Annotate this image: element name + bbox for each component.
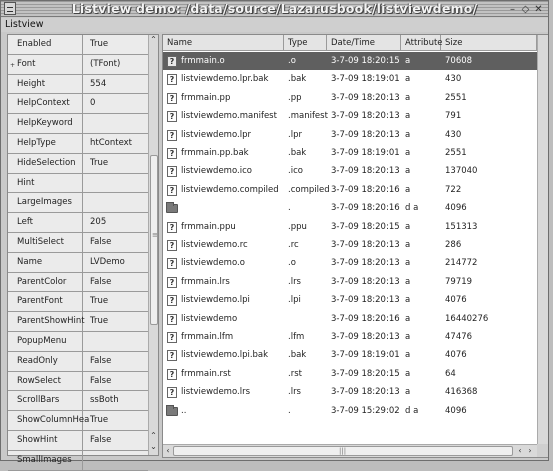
property-name: Font — [8, 55, 83, 74]
cell-datetime: 3-7-09 18:20:15 — [327, 52, 401, 70]
table-row[interactable] — [163, 273, 537, 291]
cell-type: .lpr — [288, 129, 302, 140]
unknown-file-icon: ? — [167, 387, 177, 398]
unknown-file-icon: ? — [167, 258, 177, 269]
property-name: ParentShowHint — [8, 312, 83, 331]
cell-name — [163, 365, 284, 383]
unknown-file-icon: ? — [167, 166, 177, 177]
property-name: HelpContext — [8, 94, 83, 113]
expand-icon[interactable]: + — [10, 61, 16, 69]
maximize-icon[interactable]: ◇ — [521, 3, 530, 15]
file-name: listviewdemo.lpi.bak — [181, 350, 269, 361]
inspector-row[interactable] — [8, 35, 148, 55]
cell-type: .ppu — [288, 221, 307, 232]
unknown-file-icon: ? — [167, 350, 177, 361]
cell-name — [163, 144, 284, 162]
cell-name — [163, 181, 284, 199]
cell-name — [163, 107, 284, 125]
title-bar[interactable] — [1, 1, 548, 17]
property-name: HelpType — [8, 134, 83, 153]
property-value[interactable] — [84, 193, 148, 212]
grip-icon: ≡ — [152, 231, 158, 239]
cell-size: 79719 — [445, 276, 473, 287]
property-name: PopupMenu — [8, 332, 83, 351]
file-listview[interactable] — [162, 34, 548, 458]
cell-datetime: 3-7-09 18:20:13 — [331, 240, 400, 250]
cell-attr: a — [405, 74, 411, 85]
scroll-left-icon[interactable]: ‹ — [166, 446, 170, 455]
scroll-up-icon[interactable]: ⌃ — [150, 35, 157, 44]
cell-size: 64 — [445, 368, 456, 379]
unknown-file-icon: ? — [167, 111, 177, 122]
cell-name — [163, 383, 284, 401]
table-row[interactable] — [163, 199, 537, 217]
inspector-scroll-thumb[interactable] — [150, 155, 158, 325]
property-value[interactable]: 0 — [90, 98, 96, 109]
property-name: ReadOnly — [8, 352, 83, 371]
cell-datetime: 3-7-09 18:20:15 — [331, 368, 400, 379]
cell-datetime: 3-7-09 18:20:13 — [331, 111, 400, 122]
property-value[interactable] — [84, 332, 148, 351]
property-value[interactable]: 205 — [90, 217, 107, 228]
cell-size: 791 — [445, 111, 462, 122]
folder-icon — [166, 204, 178, 213]
property-value[interactable]: True — [90, 296, 109, 307]
cell-size: 430 — [445, 74, 462, 85]
property-name: Height — [8, 75, 83, 94]
inspector-row[interactable] — [8, 174, 148, 194]
inspector-row[interactable] — [8, 332, 148, 352]
inspector-row[interactable] — [8, 273, 148, 293]
unknown-file-icon: ? — [167, 185, 177, 196]
cell-type: .rc — [288, 240, 299, 250]
menu-bar — [1, 18, 548, 32]
inspector-row[interactable] — [8, 372, 148, 392]
property-value[interactable]: LVDemo — [90, 256, 125, 267]
cell-type: .lfm — [288, 332, 305, 342]
cell-datetime: 3-7-09 18:20:13 — [331, 166, 400, 177]
cell-name — [163, 236, 284, 254]
unknown-file-icon: ? — [167, 295, 177, 306]
cell-attr: a — [405, 111, 411, 122]
cell-size: 286 — [445, 240, 462, 250]
cell-type: . — [288, 203, 291, 214]
cell-type: .o — [288, 258, 296, 269]
grip-icon: ||| — [339, 447, 347, 455]
cell-size: 4096 — [445, 405, 467, 416]
cell-attr: a — [405, 332, 411, 342]
cell-type: .rst — [288, 368, 302, 379]
inspector-row[interactable] — [8, 411, 148, 431]
property-name: ParentFont — [8, 292, 83, 311]
cell-datetime: 3-7-09 18:20:13 — [331, 276, 400, 287]
window-title: Listview demo: /data/source/Lazarusbook/listviewdemo/ — [71, 1, 478, 16]
file-name: listviewdemo.lrs — [181, 387, 251, 398]
cell-name — [163, 199, 284, 217]
cell-datetime: 3-7-09 18:19:01 — [331, 148, 400, 158]
unknown-file-icon: ? — [167, 222, 177, 233]
cell-name — [163, 346, 284, 364]
cell-attr: a — [405, 166, 411, 177]
cell-size: 4076 — [445, 295, 467, 306]
file-name: listviewdemo.lpi — [181, 295, 250, 306]
file-name: listviewdemo.lpr — [181, 129, 251, 140]
cell-type — [284, 310, 327, 328]
cell-type: .pp — [288, 92, 302, 103]
cell-attr: a — [405, 221, 411, 232]
cell-datetime: 3-7-09 18:20:13 — [331, 129, 400, 140]
table-row[interactable] — [163, 310, 537, 328]
file-name: frmmain.pp — [181, 92, 231, 103]
cell-name — [163, 273, 284, 291]
table-row[interactable] — [163, 52, 537, 70]
cell-name — [163, 291, 284, 309]
inspector-row[interactable] — [8, 134, 148, 154]
column-name-header[interactable]: Name — [163, 35, 284, 51]
file-name: listviewdemo — [181, 313, 238, 324]
inspector-row[interactable] — [8, 352, 148, 372]
cell-type: .manifest — [288, 111, 328, 122]
cell-name — [163, 52, 284, 70]
property-value[interactable]: True — [90, 316, 109, 327]
file-name: frmmain.lfm — [181, 332, 234, 342]
inspector-row[interactable] — [8, 431, 148, 451]
inspector-row[interactable] — [8, 253, 148, 273]
table-row[interactable] — [163, 181, 537, 199]
cell-datetime: 3-7-09 18:19:01 — [331, 74, 400, 85]
file-name: listviewdemo.lpr.bak — [181, 74, 269, 85]
cell-type: .lrs — [288, 387, 301, 398]
property-name: ShowHint — [8, 431, 83, 450]
file-name: listviewdemo.o — [181, 258, 245, 269]
column-size-header[interactable]: Size — [441, 35, 537, 51]
inspector-row[interactable] — [8, 193, 148, 213]
property-name: HelpKeyword — [8, 114, 83, 133]
inspector-row[interactable] — [8, 154, 148, 174]
cell-datetime: 3-7-09 18:20:16 — [331, 313, 400, 324]
cell-attr: d a — [405, 203, 419, 214]
unknown-file-icon: ? — [167, 74, 177, 85]
inspector-row[interactable] — [8, 292, 148, 312]
property-name: RowSelect — [8, 372, 83, 391]
cell-type: .ico — [288, 166, 303, 177]
close-icon[interactable]: ✕ — [534, 3, 543, 15]
inspector-row[interactable] — [8, 391, 148, 411]
property-value[interactable]: False — [90, 375, 112, 386]
table-row[interactable] — [163, 144, 537, 162]
table-row[interactable] — [163, 254, 537, 272]
unknown-file-icon: ? — [167, 148, 177, 159]
cell-attr: a — [405, 148, 411, 158]
file-name: listviewdemo.compiled — [181, 184, 279, 195]
cell-size: 430 — [445, 129, 462, 140]
table-row[interactable] — [163, 402, 537, 420]
file-name: frmmain.o — [181, 56, 225, 66]
table-row[interactable] — [163, 328, 537, 346]
property-value[interactable]: 554 — [90, 78, 107, 89]
cell-attr: a — [405, 276, 411, 287]
cell-size: 2551 — [445, 92, 467, 103]
scroll-up-icon[interactable]: ⌃ — [150, 431, 157, 440]
cell-datetime: 3-7-09 18:20:13 — [331, 295, 400, 306]
listview-horizontal-scrollbar[interactable] — [163, 444, 537, 457]
cell-datetime: 3-7-09 18:20:13 — [331, 332, 400, 342]
unknown-file-icon: ? — [167, 277, 177, 288]
cell-type: .bak — [288, 148, 307, 158]
file-name: listviewdemo.rc — [181, 240, 248, 250]
property-value[interactable]: ssBoth — [90, 395, 119, 406]
property-value[interactable]: False — [90, 435, 112, 445]
property-value[interactable] — [84, 174, 148, 193]
unknown-file-icon: ? — [167, 93, 177, 104]
cell-datetime: 3-7-09 18:20:16 — [331, 184, 400, 195]
cell-size: 137040 — [445, 166, 478, 177]
cell-type: .lpi — [288, 295, 301, 306]
cell-size: 2551 — [445, 148, 467, 158]
cell-size: 70608 — [441, 52, 537, 70]
cell-type: .o — [284, 52, 327, 70]
property-name: Enabled — [8, 35, 83, 54]
cell-datetime: 3-7-09 18:20:13 — [331, 92, 400, 103]
unknown-file-icon: ? — [167, 314, 177, 325]
cell-attr: a — [405, 368, 411, 379]
window-controls — [507, 3, 544, 15]
unknown-file-icon: ? — [167, 56, 177, 67]
menu-listview[interactable]: Listview — [5, 19, 44, 30]
table-row[interactable] — [163, 365, 537, 383]
cell-name — [163, 126, 284, 144]
property-value[interactable]: False — [90, 355, 112, 366]
table-row[interactable] — [163, 107, 537, 125]
property-name: ParentColor — [8, 273, 83, 292]
cell-size: 416368 — [445, 387, 478, 398]
cell-size: 4076 — [445, 350, 467, 361]
cell-name — [163, 162, 284, 180]
property-name: Left — [8, 213, 83, 232]
cell-attr: d a — [405, 405, 419, 416]
table-row[interactable] — [163, 126, 537, 144]
cell-attr: a — [405, 295, 411, 306]
object-inspector-grid[interactable] — [7, 34, 159, 465]
table-row[interactable] — [163, 383, 537, 401]
file-name: frmmain.lrs — [181, 276, 230, 287]
table-row[interactable] — [163, 291, 537, 309]
file-name: listviewdemo.ico — [181, 166, 252, 177]
table-row[interactable] — [163, 89, 537, 107]
file-name: frmmain.ppu — [181, 221, 236, 232]
table-row[interactable] — [163, 218, 537, 236]
property-name: HideSelection — [8, 154, 83, 173]
property-name: Hint — [8, 174, 83, 193]
property-value[interactable]: True — [90, 39, 109, 49]
property-name: ShowColumnHea — [8, 411, 83, 430]
cell-type: .bak — [288, 74, 307, 85]
cell-attr: a — [405, 313, 411, 324]
scroll-right-icon[interactable]: › — [528, 446, 532, 455]
cell-name — [163, 218, 284, 236]
cell-size: 4096 — [445, 203, 467, 214]
column-attribute-header[interactable]: Attribute — [401, 35, 441, 51]
file-name: frmmain.rst — [181, 368, 231, 379]
table-row[interactable] — [163, 70, 537, 88]
cell-type: .bak — [288, 350, 307, 361]
property-name: MultiSelect — [8, 233, 83, 252]
cell-name — [163, 70, 284, 88]
cell-type: .compiled — [288, 184, 330, 195]
inspector-row[interactable] — [8, 233, 148, 253]
cell-datetime: 3-7-09 18:20:15 — [331, 221, 400, 232]
cell-name — [163, 402, 284, 420]
cell-type: .lrs — [288, 276, 301, 287]
cell-name — [163, 89, 284, 107]
cell-attr: a — [401, 52, 441, 70]
listview-header — [163, 35, 537, 51]
cell-size: 151313 — [445, 221, 478, 232]
cell-name — [163, 328, 284, 346]
folder-icon — [166, 407, 178, 416]
file-name: .. — [181, 405, 187, 416]
inspector-scrollbar[interactable] — [148, 35, 158, 455]
cell-attr: a — [405, 184, 411, 195]
cell-datetime: 3-7-09 18:19:01 — [331, 350, 400, 361]
inspector-row[interactable] — [8, 312, 148, 332]
inspector-row[interactable] — [8, 114, 148, 134]
property-value[interactable]: True — [90, 157, 109, 168]
cell-attr: a — [405, 129, 411, 140]
cell-size: 722 — [445, 184, 462, 195]
file-name: frmmain.pp.bak — [181, 148, 249, 158]
cell-attr: a — [405, 92, 411, 103]
property-name: SmallImages — [8, 451, 83, 470]
property-value[interactable]: False — [90, 276, 112, 287]
cell-size: 214772 — [445, 258, 478, 269]
inspector-row[interactable] — [8, 94, 148, 114]
property-value[interactable]: False — [90, 237, 112, 247]
property-value[interactable]: True — [90, 415, 109, 426]
cell-name — [163, 310, 284, 328]
cell-name — [163, 254, 284, 272]
file-name: listviewdemo.manifest — [181, 111, 277, 122]
inspector-row[interactable] — [8, 55, 148, 75]
property-value[interactable]: (TFont) — [90, 58, 121, 69]
property-name: LargeImages — [8, 193, 83, 212]
property-value[interactable] — [84, 451, 148, 470]
cell-attr: a — [405, 387, 411, 398]
cell-attr: a — [405, 258, 411, 269]
cell-datetime: 3-7-09 18:20:13 — [331, 387, 400, 398]
unknown-file-icon: ? — [167, 130, 177, 141]
inspector-row[interactable] — [8, 213, 148, 233]
listview-vertical-scrollbar[interactable] — [537, 35, 548, 444]
inspector-row[interactable] — [8, 75, 148, 95]
cell-attr: a — [405, 240, 411, 250]
inspector-row[interactable] — [8, 451, 148, 471]
scroll-left-icon[interactable]: ‹ — [518, 446, 522, 455]
unknown-file-icon: ? — [167, 369, 177, 380]
minimize-icon[interactable]: – — [510, 3, 515, 15]
listview-hscroll-thumb[interactable] — [173, 446, 513, 456]
cell-size: 47476 — [445, 332, 473, 342]
table-row[interactable] — [163, 162, 537, 180]
column-datetime-header[interactable]: Date/Time — [327, 35, 401, 51]
property-name: ScrollBars — [8, 391, 83, 410]
cell-attr: a — [405, 350, 411, 361]
property-value[interactable] — [84, 114, 148, 133]
scroll-corner — [537, 444, 548, 457]
cell-datetime: 3-7-09 18:20:13 — [331, 258, 400, 269]
cell-datetime: 3-7-09 15:29:02 — [331, 405, 400, 416]
scroll-down-icon[interactable]: ⌄ — [150, 442, 157, 451]
property-value[interactable]: htContext — [90, 138, 133, 148]
cell-type: . — [288, 405, 291, 416]
column-type-header[interactable]: Type — [284, 35, 327, 51]
table-row[interactable] — [163, 346, 537, 364]
unknown-file-icon: ? — [167, 240, 177, 251]
cell-size: 16440276 — [445, 313, 489, 324]
unknown-file-icon: ? — [167, 332, 177, 343]
table-row[interactable] — [163, 236, 537, 254]
property-name: Name — [8, 253, 83, 272]
cell-datetime: 3-7-09 18:20:16 — [331, 203, 400, 214]
